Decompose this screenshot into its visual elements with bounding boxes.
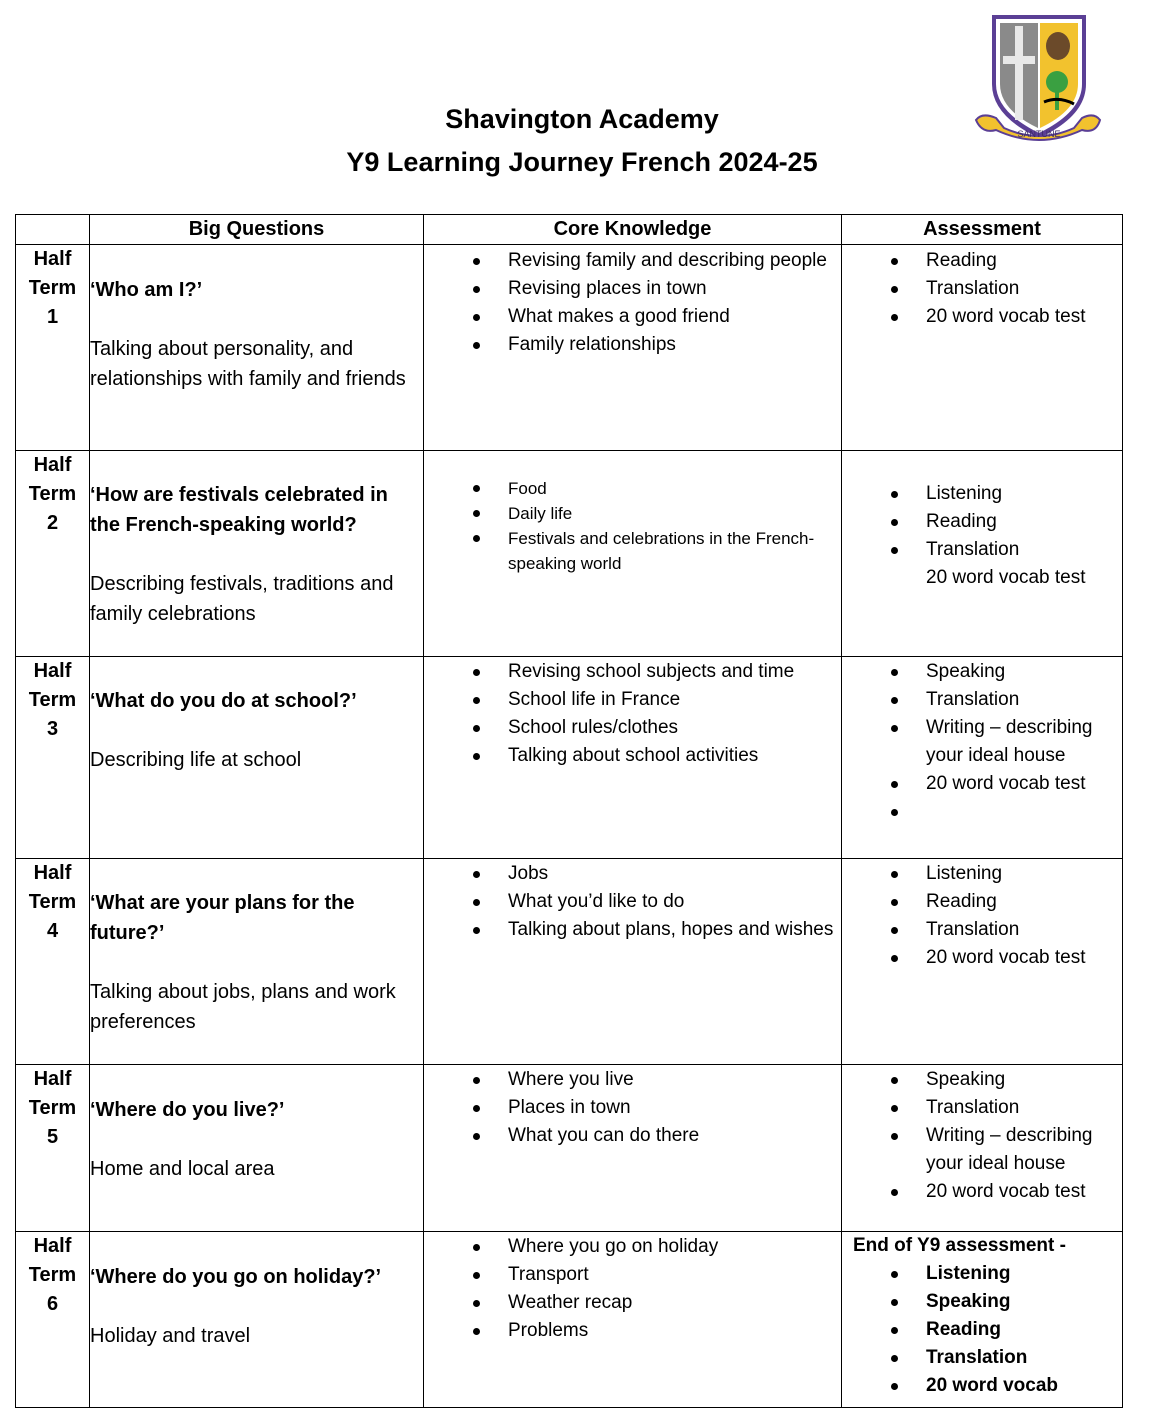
assessment-item: Translation xyxy=(842,275,1122,303)
assessment-item-empty xyxy=(842,798,1122,826)
big-question-cell xyxy=(90,1065,424,1232)
term-label-half: Half xyxy=(33,248,72,270)
knowledge-item: Food xyxy=(424,476,841,501)
assessment-item: Reading xyxy=(842,508,1122,536)
learning-journey-table xyxy=(15,214,1123,1408)
knowledge-item: Revising family and describing people xyxy=(424,247,841,275)
term-label-term: Term xyxy=(28,891,77,913)
knowledge-item: Talking about plans, hopes and wishes xyxy=(424,916,841,944)
knowledge-item: Weather recap xyxy=(424,1289,841,1317)
term-label-term: Term xyxy=(28,1097,77,1119)
big-question: ‘Where do you go on holiday?’ xyxy=(90,1266,382,1288)
knowledge-item: Where you go on holiday xyxy=(424,1233,841,1261)
assessment-item: Listening xyxy=(842,860,1122,888)
column-header-core-knowledge: Core Knowledge xyxy=(424,215,842,245)
table-row xyxy=(16,451,1123,657)
knowledge-item: What makes a good friend xyxy=(424,303,841,331)
big-question: ‘What are your plans for the future?’ xyxy=(90,892,355,944)
term-label-half: Half xyxy=(33,660,72,682)
big-question: ‘What do you do at school?’ xyxy=(90,690,357,712)
assessment-cell xyxy=(842,245,1123,451)
term-number: 4 xyxy=(46,920,59,942)
assessment-item: 20 word vocab xyxy=(842,1372,1122,1400)
term-label-half: Half xyxy=(33,862,72,884)
big-question-cell xyxy=(90,657,424,859)
knowledge-item: School life in France xyxy=(424,686,841,714)
core-knowledge-cell xyxy=(424,451,842,657)
school-name: Shavington Academy xyxy=(445,104,719,134)
knowledge-item: Revising places in town xyxy=(424,275,841,303)
term-label-term: Term xyxy=(28,1264,77,1286)
assessment-cell xyxy=(842,657,1123,859)
assessment-item: Translation xyxy=(842,686,1122,714)
term-cell xyxy=(16,1065,90,1232)
assessment-item: Speaking xyxy=(842,1066,1122,1094)
question-description: Describing festivals, traditions and family celebrations xyxy=(90,573,394,625)
knowledge-item: Where you live xyxy=(424,1066,841,1094)
term-number: 1 xyxy=(46,306,59,328)
term-number: 2 xyxy=(46,512,59,534)
core-knowledge-cell xyxy=(424,859,842,1065)
big-question: ‘Where do you live?’ xyxy=(90,1099,285,1121)
term-number: 5 xyxy=(46,1126,59,1148)
knowledge-item: Transport xyxy=(424,1261,841,1289)
assessment-item: Writing – describing your ideal house xyxy=(842,1122,1122,1178)
assessment-item: Speaking xyxy=(842,658,1122,686)
knowledge-item: Festivals and celebrations in the French-speaking world xyxy=(424,526,841,576)
assessment-cell xyxy=(842,859,1123,1065)
knowledge-item: Places in town xyxy=(424,1094,841,1122)
assessment-item: 20 word vocab test xyxy=(842,770,1122,798)
term-cell xyxy=(16,451,90,657)
assessment-cell xyxy=(842,1232,1123,1408)
term-cell xyxy=(16,245,90,451)
term-label-term: Term xyxy=(28,483,77,505)
table-row xyxy=(16,1065,1123,1232)
table-row xyxy=(16,1232,1123,1408)
term-label-half: Half xyxy=(33,454,72,476)
school-crest-logo xyxy=(974,12,1102,144)
assessment-item: 20 word vocab test xyxy=(926,567,1086,588)
assessment-item: 20 word vocab test xyxy=(842,944,1122,972)
assessment-cell xyxy=(842,451,1123,657)
assessment-cell xyxy=(842,1065,1123,1232)
core-knowledge-cell xyxy=(424,1065,842,1232)
core-knowledge-cell xyxy=(424,657,842,859)
term-label-term: Term xyxy=(28,689,77,711)
assessment-item: Reading xyxy=(842,247,1122,275)
assessment-item: 20 word vocab test xyxy=(842,303,1122,331)
question-description: Talking about jobs, plans and work preferences xyxy=(90,981,396,1033)
column-header-assessment: Assessment xyxy=(842,215,1123,245)
term-cell xyxy=(16,1232,90,1408)
table-row xyxy=(16,859,1123,1065)
big-question: ‘Who am I?’ xyxy=(90,279,203,301)
term-label-half: Half xyxy=(33,1235,72,1257)
table-row xyxy=(16,657,1123,859)
assessment-item: 20 word vocab test xyxy=(842,1178,1122,1206)
table-header-row xyxy=(16,215,1123,245)
big-question-cell xyxy=(90,451,424,657)
term-cell xyxy=(16,657,90,859)
assessment-item: Translation xyxy=(842,1344,1122,1372)
knowledge-item: Daily life xyxy=(424,501,841,526)
term-label-term: Term xyxy=(28,277,77,299)
question-description: Holiday and travel xyxy=(90,1325,251,1347)
assessment-item: Translation xyxy=(842,916,1122,944)
question-description: Talking about personality, and relationships with family and friends xyxy=(90,338,406,390)
document-title: Y9 Learning Journey French 2024-25 xyxy=(346,147,818,177)
knowledge-item: Family relationships xyxy=(424,331,841,359)
column-header-blank xyxy=(16,215,90,245)
assessment-item: Speaking xyxy=(842,1288,1122,1316)
term-number: 3 xyxy=(46,718,59,740)
assessment-item: Listening xyxy=(842,1260,1122,1288)
knowledge-item: School rules/clothes xyxy=(424,714,841,742)
term-number: 6 xyxy=(46,1293,59,1315)
table-row xyxy=(16,245,1123,451)
knowledge-item: What you’d like to do xyxy=(424,888,841,916)
assessment-heading: End of Y9 assessment - xyxy=(853,1235,1066,1256)
term-cell xyxy=(16,859,90,1065)
column-header-big-questions: Big Questions xyxy=(90,215,424,245)
assessment-item: Writing – describing your ideal house xyxy=(842,714,1122,770)
question-description: Describing life at school xyxy=(90,749,302,771)
knowledge-item: Jobs xyxy=(424,860,841,888)
question-description: Home and local area xyxy=(90,1158,275,1180)
assessment-item: Reading xyxy=(842,1316,1122,1344)
assessment-item: Reading xyxy=(842,888,1122,916)
knowledge-item: Problems xyxy=(424,1317,841,1345)
assessment-item: Listening xyxy=(842,480,1122,508)
assessment-item: Translation xyxy=(842,536,1122,564)
knowledge-item: What you can do there xyxy=(424,1122,841,1150)
core-knowledge-cell xyxy=(424,245,842,451)
big-question-cell xyxy=(90,859,424,1065)
crest-motto: SANTUNE xyxy=(1017,129,1061,139)
term-label-half: Half xyxy=(33,1068,72,1090)
knowledge-item: Revising school subjects and time xyxy=(424,658,841,686)
assessment-item: Translation xyxy=(842,1094,1122,1122)
big-question-cell xyxy=(90,245,424,451)
core-knowledge-cell xyxy=(424,1232,842,1408)
big-question-cell xyxy=(90,1232,424,1408)
knowledge-item: Talking about school activities xyxy=(424,742,841,770)
big-question: ‘How are festivals celebrated in the French-speaking world? xyxy=(90,484,388,536)
